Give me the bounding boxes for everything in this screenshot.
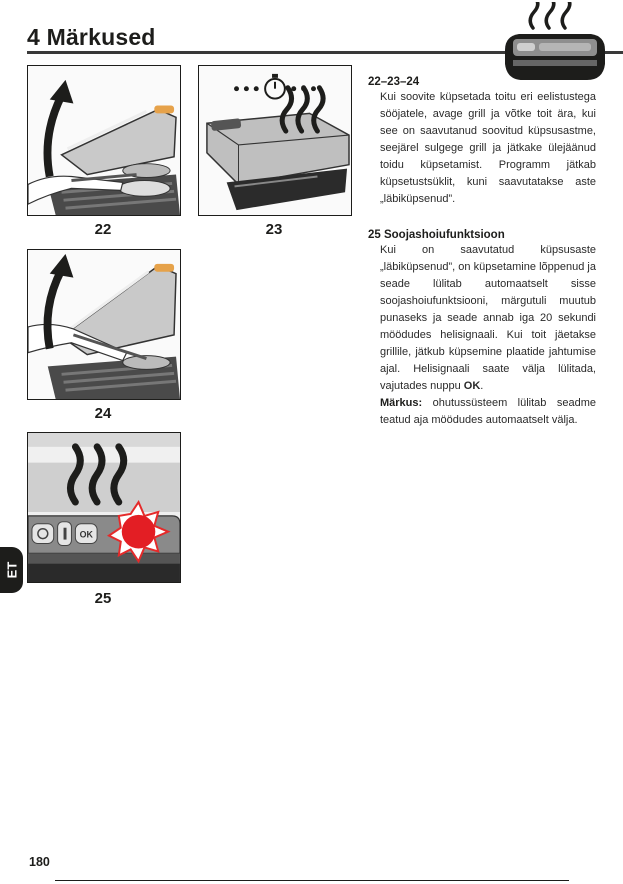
section-body — [380, 242, 596, 395]
language-tab-label: ET — [4, 561, 19, 579]
figure-22 — [27, 65, 181, 216]
ok-keyword: OK — [463, 380, 481, 392]
figure-25-caption: 25 — [94, 590, 112, 607]
section-body-text: Kui on saavutatud küpsusaste „läbiküpsenud”, on küpsetamine lõppenud ja seade lülitab automaatselt sisse soojashoiufunktsiooni, märgutuli muutub punaseks ja seade annab iga 20 sekundi möödudes helisignaali. Kui toit jäetakse grillile, jätkub küpsemine plaatide jahtumise ajal. Helisignaali saate välja lülitada, vajutades nuppu — [380, 244, 596, 392]
section-heading: 25 Soojashoiufunktsioon — [368, 229, 505, 241]
section-body-end: . — [480, 380, 484, 392]
note-text: ohutussüsteem lülitab seadme teatud aja möödudes automaatselt välja. — [380, 397, 596, 426]
figure-25 — [27, 432, 181, 583]
figure-22-caption: 22 — [94, 221, 112, 238]
page-number: 180 — [29, 855, 50, 869]
note-label: Märkus: — [380, 397, 423, 409]
figure-24-caption: 24 — [94, 405, 112, 422]
section-heading: 22–23–24 — [368, 76, 420, 88]
figure-23-caption: 23 — [265, 221, 283, 238]
footer-rule — [55, 880, 569, 881]
page-title: 4 Märkused — [27, 24, 156, 50]
note — [380, 395, 596, 429]
instructions-section-2 — [368, 229, 596, 429]
figure-23 — [198, 65, 352, 216]
instructions-section-1 — [368, 76, 596, 208]
language-tab — [0, 547, 23, 593]
figure-24 — [27, 249, 181, 400]
grill-heat-icon — [503, 2, 607, 82]
section-body: Kui soovite küpsetada toitu eri eelistustega sööjatele, avage grill ja võtke toit ära, kui see on saavutanud soovitud küpsusastme, seejärel sulgege grill ja jätkake ülejäänud toidu küpsetamist. Programm jätkab küpsetustsüklit, kuni saavutatakse aste „läbiküpsenud”. — [380, 91, 596, 205]
ok-button-label: OK — [79, 529, 93, 540]
